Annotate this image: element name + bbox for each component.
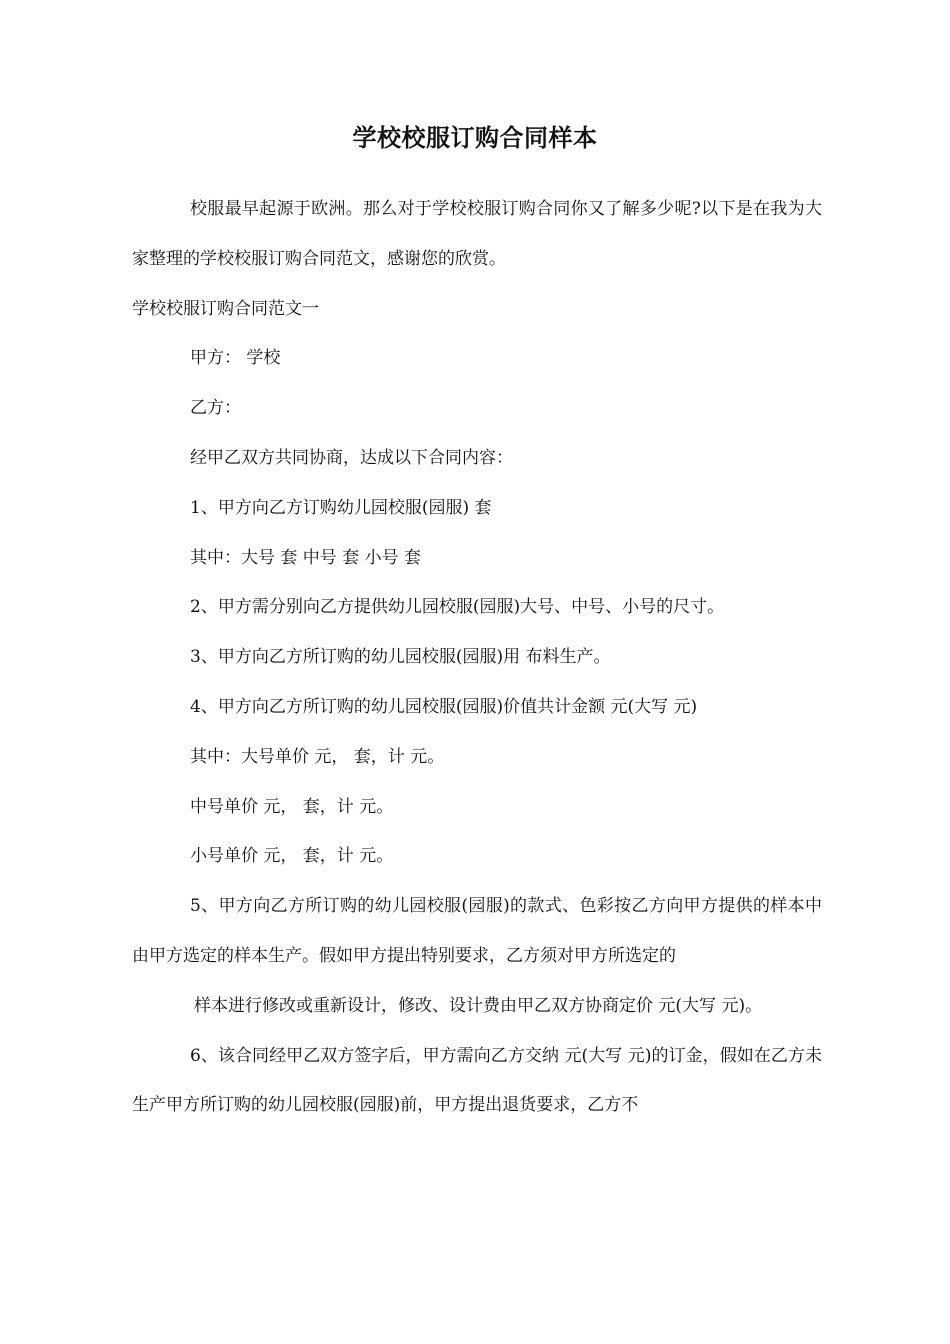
paragraph: 6、该合同经甲乙双方签字后，甲方需向乙方交纳 元(大写 元)的订金，假如在乙方未生产甲方所订购的幼儿园校服(园服)前，甲方提出退货要求，乙方不 <box>132 1045 822 1116</box>
paragraph: 经甲乙双方共同协商，达成以下合同内容： <box>190 447 513 468</box>
paragraph: 小号单价 元， 套，计 元。 <box>190 846 394 867</box>
document-body <box>132 185 822 1131</box>
paragraph: 5、甲方向乙方所订购的幼儿园校服(园服)的款式、色彩按乙方向甲方提供的样本中由甲方选定的样本生产。假如甲方提出特别要求，乙方须对甲方所选定的 <box>132 896 822 966</box>
paragraph: 3、甲方向乙方所订购的幼儿园校服(园服)用 布料生产。 <box>190 647 611 668</box>
paragraph: 乙方： <box>190 398 241 419</box>
document-title: 学校校服订购合同样本 <box>352 124 598 152</box>
paragraph: 甲方： 学校 <box>190 348 281 369</box>
paragraph: 其中：大号 套 中号 套 小号 套 <box>190 547 422 568</box>
paragraph: 学校校服订购合同范文一 <box>132 298 319 319</box>
paragraph: 1、甲方向乙方订购幼儿园校服(园服) 套 <box>190 497 492 518</box>
paragraph: 2、甲方需分别向乙方提供幼儿园校服(园服)大号、中号、小号的尺寸。 <box>190 597 725 618</box>
paragraph: 样本进行修改或重新设计，修改、设计费由甲乙双方协商定价 元(大写 元)。 <box>194 995 763 1016</box>
paragraph: 中号单价 元， 套，计 元。 <box>190 796 394 817</box>
paragraph: 4、甲方向乙方所订购的幼儿园校服(园服)价值共计金额 元(大写 元) <box>190 696 698 717</box>
paragraph: 校服最早起源于欧洲。那么对于学校校服订购合同你又了解多少呢?以下是在我为大家整理的学校校服订购合同范文，感谢您的欣赏。 <box>132 199 822 269</box>
paragraph: 其中：大号单价 元， 套，计 元。 <box>190 746 445 767</box>
